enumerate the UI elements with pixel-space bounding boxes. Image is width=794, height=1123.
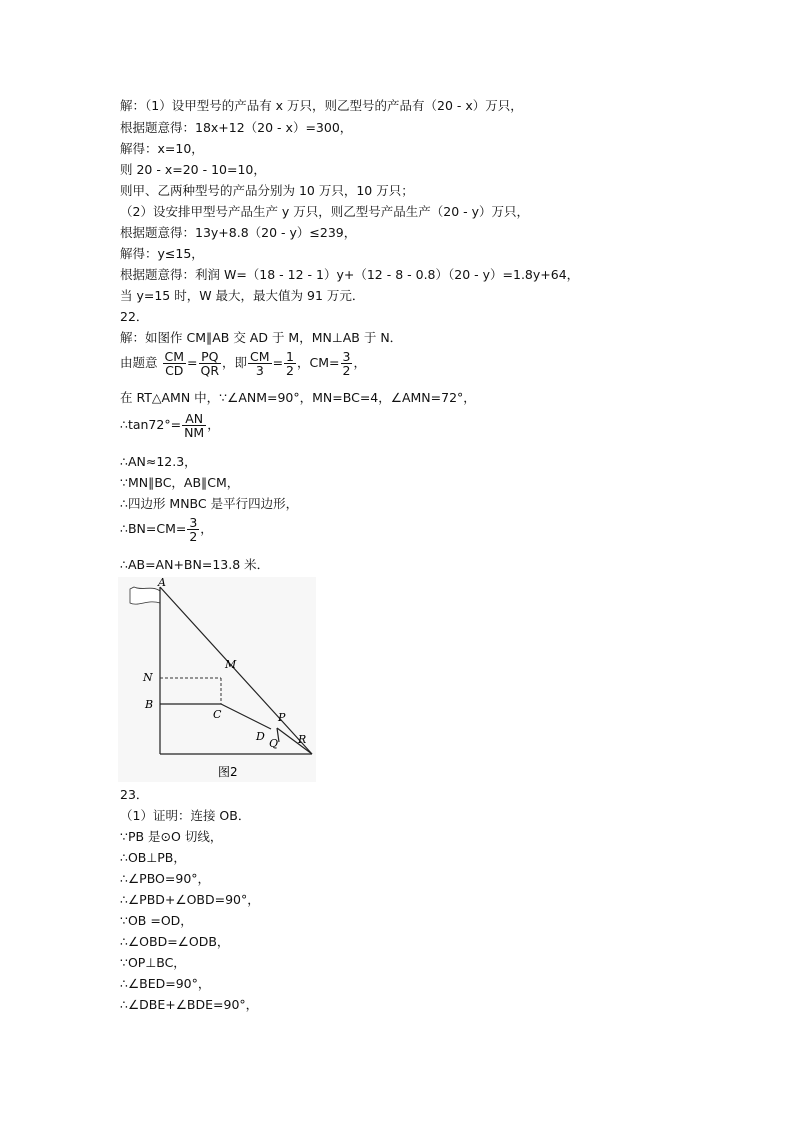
text-segment: ， bbox=[200, 521, 213, 536]
text-line: （2）设安排甲型号产品生产 y 万只，则乙型号产品生产（20 - y）万只， bbox=[120, 204, 530, 219]
text-line: ∴∠BED=90°， bbox=[120, 976, 211, 991]
text-line: 当 y=15 时，W 最大，最大值为 91 万元． bbox=[120, 288, 365, 303]
fraction-numerator: PQ bbox=[199, 350, 222, 364]
equals-sign: = bbox=[187, 355, 198, 370]
text-line: ∴AN≈12.3， bbox=[120, 454, 197, 469]
fraction-numerator: AN bbox=[182, 412, 206, 426]
fraction-numerator: 3 bbox=[342, 349, 351, 364]
fraction-denominator: 2 bbox=[342, 363, 351, 378]
point-label-b: B bbox=[145, 698, 154, 711]
fraction bbox=[187, 516, 199, 543]
text-line: 解：如图作 CM∥AB 交 AD 于 M，MN⊥AB 于 N． bbox=[120, 330, 403, 345]
figure-caption: 图2 bbox=[218, 765, 238, 779]
text-line: ∴∠DBE+∠BDE=90°， bbox=[120, 997, 259, 1012]
fraction-denominator: 3 bbox=[255, 363, 264, 378]
fraction-denominator: CD bbox=[165, 363, 184, 378]
text-segment: ，即 bbox=[222, 355, 248, 370]
text-line: 在 RT△AMN 中，∵∠ANM=90°，MN=BC=4，∠AMN=72°， bbox=[120, 390, 476, 405]
point-label-r: R bbox=[298, 733, 307, 746]
problem-number: 22． bbox=[120, 309, 149, 324]
fraction bbox=[199, 350, 222, 377]
text-line: ∵PB 是⊙O 切线， bbox=[120, 829, 223, 844]
text-line: 根据题意得：13y+8.8（20 - y）≤239， bbox=[120, 225, 357, 240]
text-line: ∴四边形 MNBC 是平行四边形， bbox=[120, 496, 299, 511]
point-label-a: A bbox=[158, 577, 166, 589]
text-line: ∴∠PBO=90°， bbox=[120, 871, 211, 886]
fraction-numerator: 3 bbox=[189, 515, 198, 530]
formula-line bbox=[120, 412, 220, 439]
point-label-d: D bbox=[256, 730, 265, 743]
fraction bbox=[163, 350, 187, 377]
fraction bbox=[284, 350, 296, 377]
fraction-denominator: 2 bbox=[189, 529, 198, 544]
text-line: ∵OP⊥BC， bbox=[120, 955, 186, 970]
fraction bbox=[248, 350, 272, 377]
fraction-numerator: CM bbox=[250, 349, 270, 364]
fraction bbox=[341, 350, 353, 377]
flag-icon bbox=[130, 587, 160, 604]
text-segment: ∴tan72°= bbox=[120, 417, 182, 432]
geometry-figure bbox=[118, 577, 316, 782]
text-line: ∴AB=AN+BN=13.8 米． bbox=[120, 557, 270, 572]
text-line: 解：（1）设甲型号的产品有 x 万只，则乙型号的产品有（20 - x）万只， bbox=[120, 98, 523, 113]
point-label-n: N bbox=[143, 671, 153, 684]
problem-number: 23． bbox=[120, 787, 149, 802]
text-segment: ， bbox=[207, 417, 220, 432]
formula-line bbox=[120, 516, 213, 543]
text-line: ∵OB =OD， bbox=[120, 913, 193, 928]
fraction bbox=[182, 412, 206, 439]
text-line: ∴∠PBD+∠OBD=90°， bbox=[120, 892, 260, 907]
text-segment: 由题意 bbox=[120, 355, 158, 370]
text-line: ∴OB⊥PB， bbox=[120, 850, 186, 865]
fraction-denominator: NM bbox=[184, 425, 205, 440]
formula-line bbox=[120, 350, 366, 377]
point-label-m: M bbox=[225, 658, 237, 671]
fraction-denominator: QR bbox=[200, 363, 220, 378]
point-label-p: P bbox=[278, 711, 286, 724]
text-segment: ，CM= bbox=[297, 355, 340, 370]
text-segment: ∴BN=CM= bbox=[120, 521, 187, 536]
text-line: 解得：y≤15， bbox=[120, 246, 204, 261]
fraction-denominator: 2 bbox=[286, 363, 294, 378]
text-line: （1）证明：连接 OB． bbox=[120, 808, 251, 823]
text-line: ∵MN∥BC，AB∥CM， bbox=[120, 475, 240, 490]
fraction-numerator: CM bbox=[164, 349, 185, 364]
text-line: 根据题意得：利润 W=（18 - 12 - 1）y+（12 - 8 - 0.8）（20 - y）=1.8y+64， bbox=[120, 267, 580, 282]
point-label-c: C bbox=[213, 708, 222, 721]
text-line: 根据题意得：18x+12（20 - x）=300， bbox=[120, 120, 353, 135]
point-label-q: Q bbox=[269, 737, 279, 750]
text-line: 则甲、乙两种型号的产品分别为 10 万只，10 万只； bbox=[120, 183, 414, 198]
equals-sign: = bbox=[272, 355, 284, 370]
text-line: 则 20 - x=20 - 10=10， bbox=[120, 162, 266, 177]
text-line: ∴∠OBD=∠ODB， bbox=[120, 934, 230, 949]
text-line: 解得：x=10， bbox=[120, 141, 204, 156]
fraction-numerator: 1 bbox=[286, 349, 294, 364]
text-segment: ， bbox=[353, 355, 366, 370]
